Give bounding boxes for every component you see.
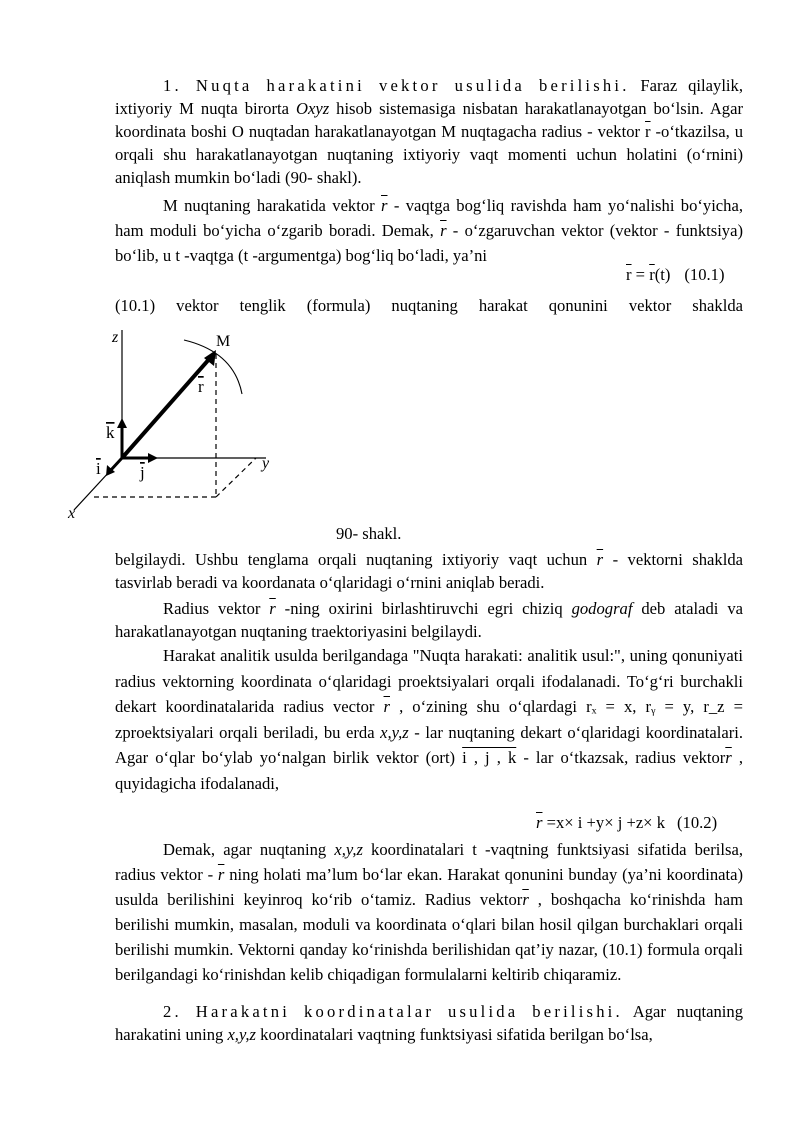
text: deb ataladi va harakatlanayotgan nuqtaning traektoriyasini belgilaydi.	[115, 599, 743, 641]
coordinates-xyz: x,y,z	[227, 1025, 257, 1044]
j-label: j	[140, 463, 145, 482]
text: - lar o‘tkazsak, radius vektor	[516, 748, 726, 767]
radius-vector-symbol: $\overline{r}$	[217, 865, 225, 884]
radius-vector-symbol: $\overline{r}$	[381, 196, 388, 215]
text: M nuqtaning harakatida vektor	[163, 196, 382, 215]
radius-vector-symbol: $\overline{r}$	[522, 890, 529, 909]
paragraph-vector-method	[115, 74, 743, 189]
text: ning holati ma’lum bo‘lar ekan. Harakat qonunini bunday (ya’ni koordinata) usulda berilishini keyinroq ko‘rib o‘tamiz. Radius vektor	[115, 865, 744, 909]
radius-vector-symbol: $\overline{r}$	[596, 550, 604, 569]
text: , quyidagicha ifodalanadi,	[115, 748, 743, 793]
projection-formulas: rₓ = x, rᵧ = y, r_z = z	[115, 697, 743, 742]
text: koordinatalari t -vaqtning funktsiyasi sifatida berilsa, radius vektor -	[115, 840, 743, 884]
text: - lar nuqtaning dekart o‘qlaridagi koordinatalari. Agar o‘qlar bo‘ylab yo‘nalgan birlik vektor (ort)	[115, 722, 743, 767]
eq-lhs: $\overline{r}$	[626, 265, 632, 284]
text: hisob sistemasiga nisbatan harakatlanayotgan bo‘lsin. Agar koordinata boshi O nuqtadan harakatlanayotgan M nuqtagacha radius - vektor	[115, 99, 743, 141]
text: -ning oxirini birlashtiruvchi egri chiziq	[275, 599, 572, 618]
trajectory-curve	[184, 340, 242, 394]
section-heading-1: 1. Nuqta harakatini vektor usulida berilishi.	[163, 76, 630, 95]
k-arrowhead	[117, 418, 127, 428]
projection-y	[216, 458, 256, 497]
coordinates-xyz: x,y,z	[334, 840, 363, 859]
z-label: z	[112, 329, 119, 346]
point-m-label: M	[216, 333, 231, 350]
text: Demak, agar nuqtaning	[163, 840, 335, 859]
text: Harakat analitik usulda berilgandaga "Nuqta harakati: analitik usul:", uning qonuniyati radius vektorning koordinata o‘qlaridagi proektsiyalari orqali ifodalanadi. To‘g‘ri burchakli dekart koordinatalarida radius vector	[115, 646, 743, 716]
text: Agar nuqtaning harakatini uning	[115, 1002, 744, 1044]
section-heading-2: 2. Harakatni koordinatalar usulida berilishi.	[163, 1002, 623, 1021]
y-label: y	[262, 455, 270, 472]
text: - vaqtga bog‘liq ravishda ham yo‘nalishi bo‘yicha, ham moduli bo‘yicha o‘zgarib boradi. Demak,	[115, 196, 743, 240]
j-arrowhead	[148, 453, 158, 463]
text: , boshqacha ko‘rinishda ham berilishi mumkin, masalan, moduli va koordinata o‘qlari bilan hosil qilgan burchaklari orqali berilishi mumkin. Vektorni qanday ko‘rinishda berilishidan qat’iy nazar, (10.1) formula orqali berilgandagi ko‘rinishdan kelib chiqadigan formulalarni keltirib chiqaramiz.	[115, 890, 744, 984]
paragraph-coordinate-method	[115, 1000, 743, 1046]
equation-10-2	[536, 813, 717, 833]
text: koordinatalari vaqtning funktsiyasi sifatida berilgan bo‘lsa,	[256, 1025, 653, 1044]
k-label: k	[106, 423, 115, 442]
equation-number: (10.2)	[677, 813, 718, 832]
i-vector	[110, 458, 122, 471]
radius-vector-symbol: $\overline{r}$	[725, 748, 732, 767]
text: (10.1) vektor tenglik (formula) nuqtaning harakat qonunini vektor shaklda	[115, 296, 743, 315]
text: , o‘zining shu o‘qlardagi	[390, 697, 587, 716]
text: proektsiyalari orqali beriladi, bu erda	[122, 722, 381, 742]
radius-vector-symbol: $\overline{r}$	[645, 122, 651, 141]
x-label: x	[68, 505, 76, 522]
paragraph-hodograph	[115, 597, 743, 643]
paragraph-law	[115, 294, 743, 317]
unit-vectors: i , j , k	[462, 748, 517, 767]
term-godograf: godograf	[571, 599, 633, 618]
text: -o‘tkazilsa, u orqali shu harakatlanayotgan nuqtaning ixtiyoriy vaqt momenti uchun holatini (o‘rnini) aniqlash mumkin bo‘ladi (90- shakl).	[115, 122, 743, 187]
eq-arg: (t)	[654, 265, 671, 284]
radius-vector-symbol: $\overline{r}$	[269, 599, 276, 618]
paragraph-analytic	[115, 643, 743, 796]
text: Radius vektor	[163, 599, 270, 618]
paragraph-vector-function	[115, 193, 743, 268]
radius-vector-symbol: $\overline{r}$	[383, 697, 390, 716]
eq-body: =x× i +y× j +z× k	[542, 813, 665, 832]
eq-lhs: $\overline{r}$	[536, 813, 543, 832]
text: Faraz qilaylik, ixtiyoriy M nuqta birorta	[115, 76, 743, 118]
text: belgilaydi. Ushbu tenglama orqali nuqtaning ixtiyoriy vaqt uchun	[115, 550, 597, 569]
figure-90	[66, 322, 366, 522]
text: - vektorni shaklda tasvirlab beradi va koordanata o‘qlaridagi o‘rnini aniqlab beradi.	[115, 550, 743, 592]
figure-caption: 90- shakl.	[336, 524, 402, 543]
r-label: r	[198, 377, 204, 396]
equation-10-1	[626, 265, 724, 285]
eq-rhs: $\overline{r}$	[649, 265, 655, 284]
system-name: Oxyz	[295, 99, 330, 118]
paragraph-equation-meaning	[115, 548, 743, 594]
coordinates-xyz: x,y,z	[380, 722, 409, 742]
radius-vector-symbol: $\overline{r}$	[440, 221, 447, 240]
eq-equals: =	[631, 265, 650, 284]
equation-number: (10.1)	[684, 265, 725, 284]
text: - o‘zgaruvchan vektor (vektor - funktsiya) bo‘lib, u t -vaqtga (t -argumentga) bog‘liq bo‘ladi, ya’ni	[115, 221, 743, 265]
i-label: i	[96, 459, 101, 478]
radius-vector-arrow	[122, 357, 211, 458]
paragraph-coordinates	[115, 837, 743, 987]
